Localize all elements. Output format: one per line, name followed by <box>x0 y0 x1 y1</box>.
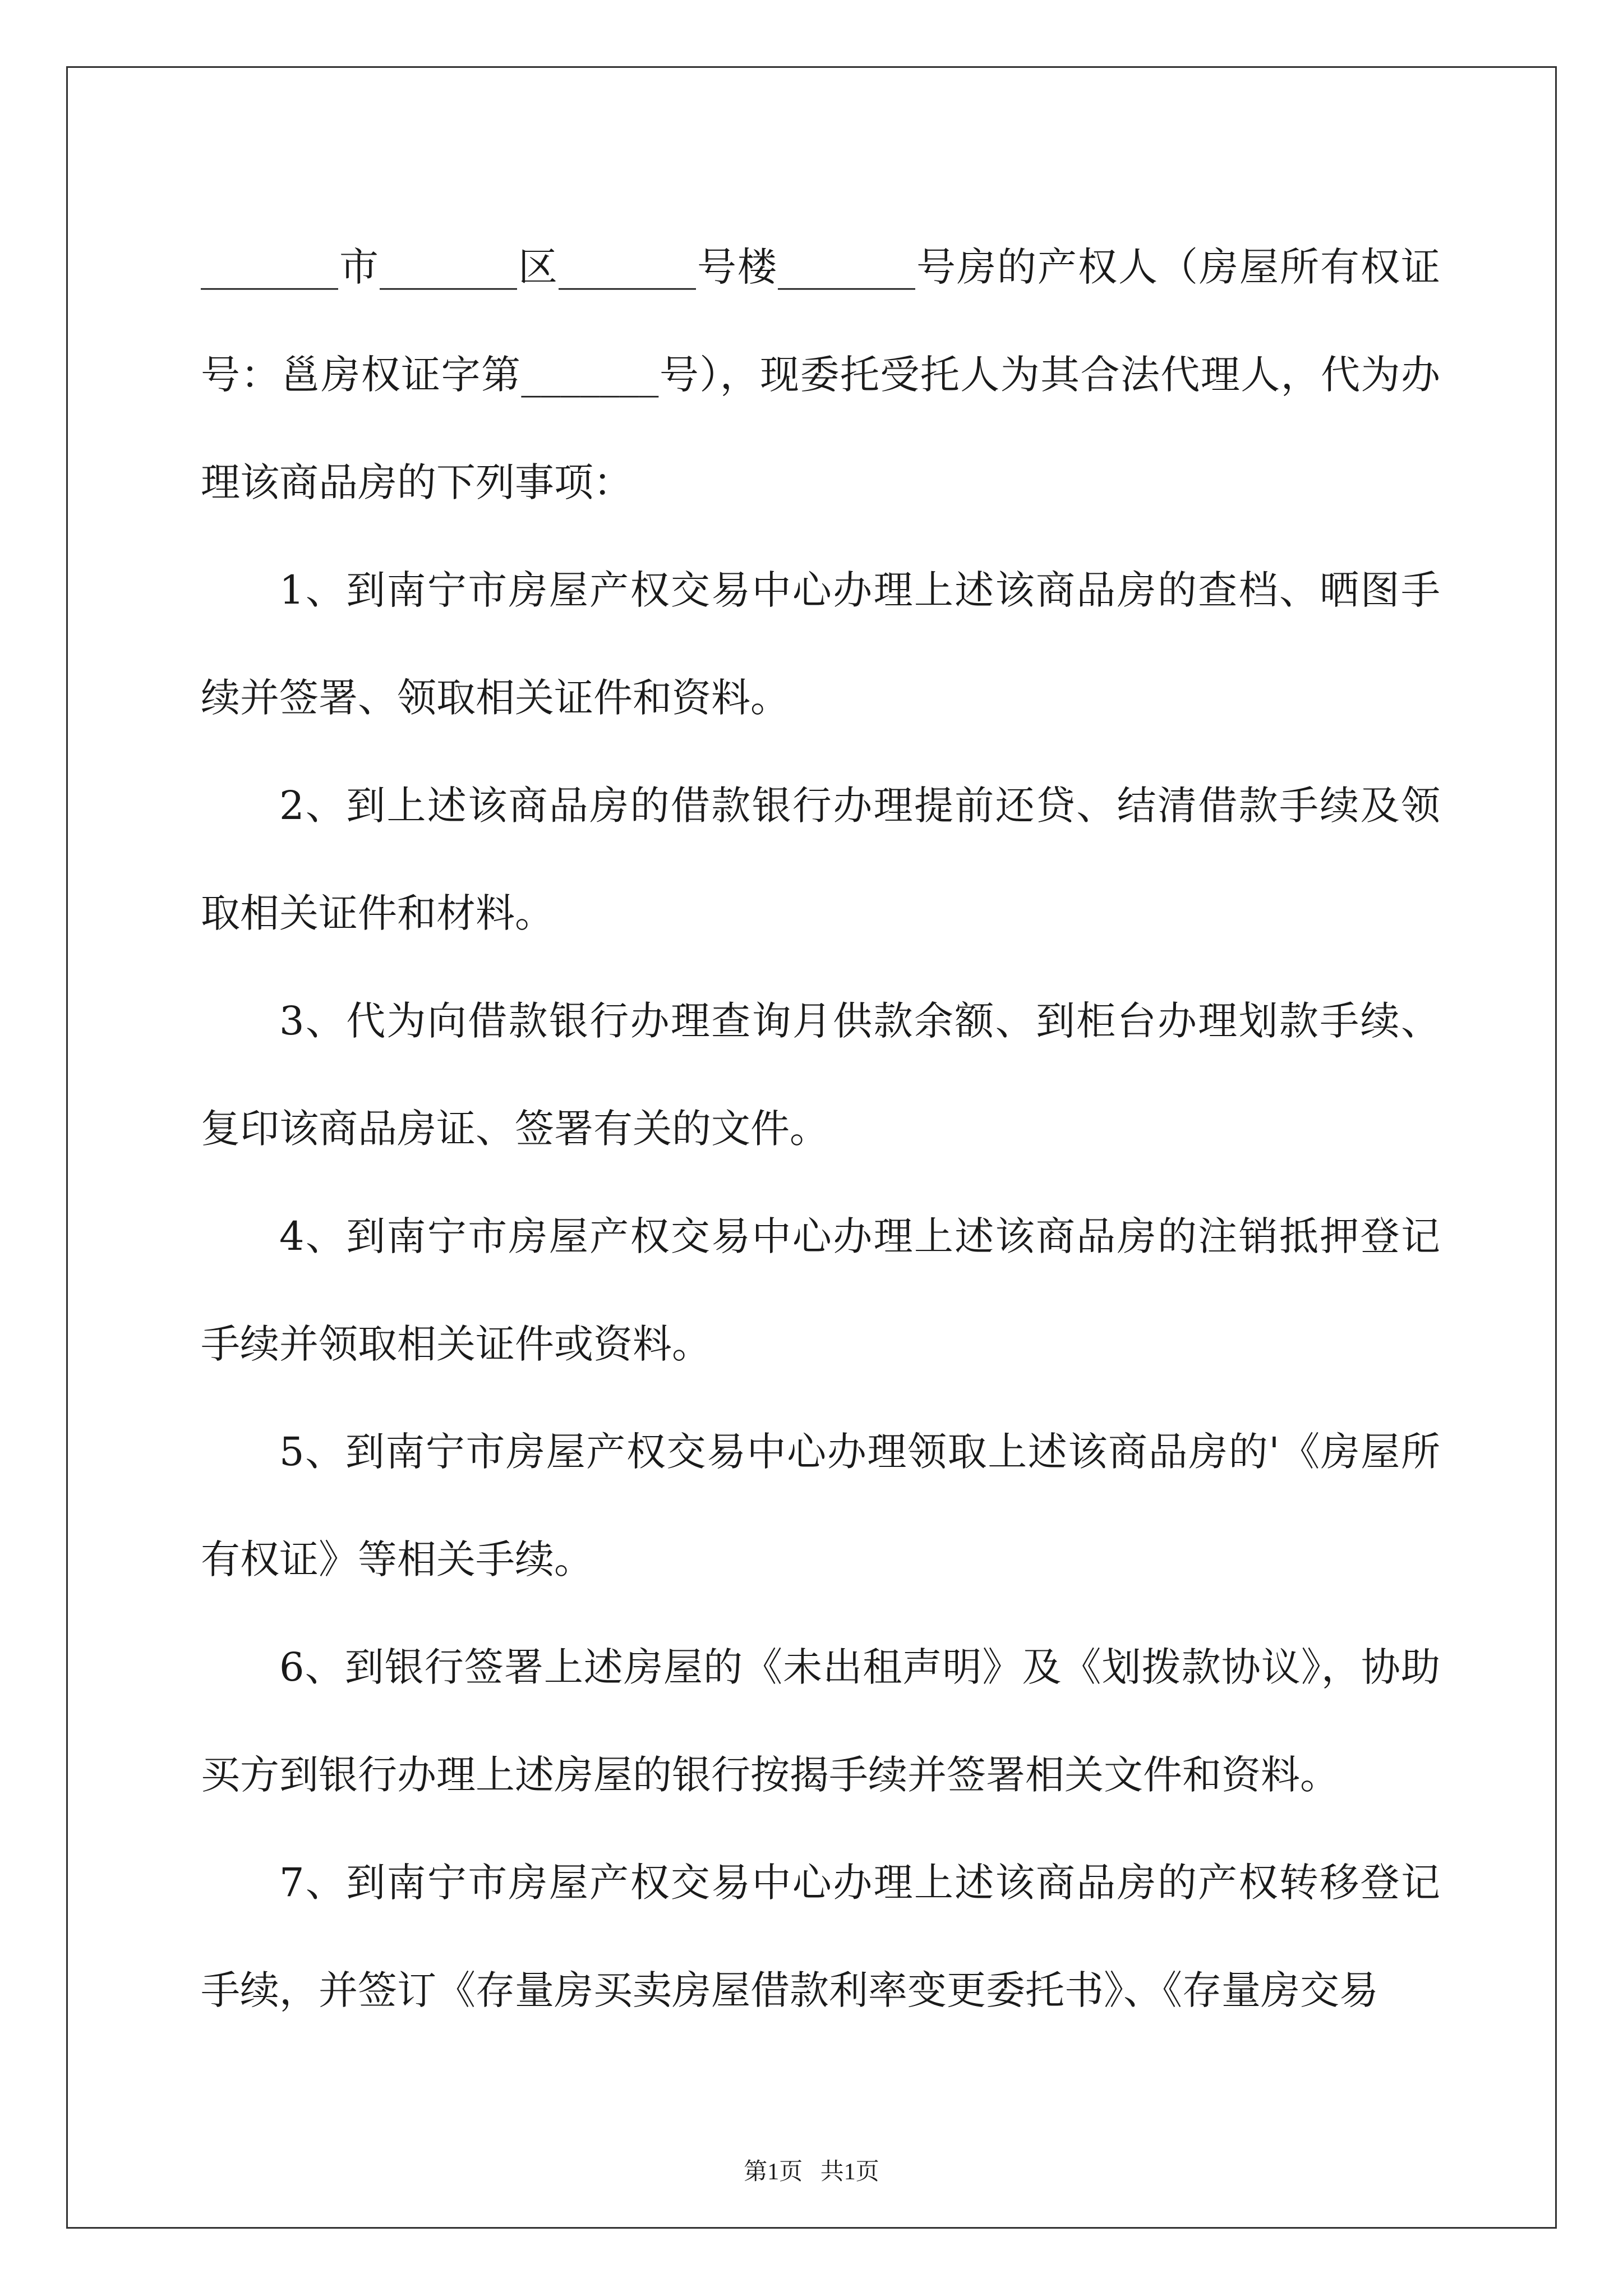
item-6-paragraph: 6、到银行签署上述房屋的《未出租声明》及《划拨款协议》，协助买方到银行办理上述房屋的银行按揭手续并签署相关文件和资料。 <box>201 1644 1440 1798</box>
item-2-paragraph: 2、到上述该商品房的借款银行办理提前还贷、结清借款手续及领取相关证件和材料。 <box>201 783 1440 936</box>
item-4-paragraph: 4、到南宁市房屋产权交易中心办理上述该商品房的注销抵押登记手续并领取相关证件或资料。 <box>201 1213 1440 1367</box>
document-body <box>201 213 1440 2044</box>
item-1-paragraph: 1、到南宁市房屋产权交易中心办理上述该商品房的查档、晒图手续并签署、领取相关证件和资料。 <box>201 567 1440 721</box>
page-number-footer: 第1页 共1页 <box>744 2159 879 2185</box>
item-7-paragraph: 7、到南宁市房屋产权交易中心办理上述该商品房的产权转移登记手续，并签订《存量房买卖房屋借款利率变更委托书》、《存量房交易 <box>201 1860 1440 2013</box>
item-3-paragraph: 3、代为向借款银行办理查询月供款余额、到柜台办理划款手续、复印该商品房证、签署有关的文件。 <box>201 998 1440 1152</box>
intro-paragraph: _______市_______区_______号楼_______号房的产权人（房屋所有权证号：邕房权证字第_______号），现委托受托人为其合法代理人，代为办理该商品房的下列事项： <box>201 244 1440 505</box>
item-5-paragraph: 5、到南宁市房屋产权交易中心办理领取上述该商品房的'《房屋所有权证》等相关手续。 <box>201 1429 1440 1582</box>
